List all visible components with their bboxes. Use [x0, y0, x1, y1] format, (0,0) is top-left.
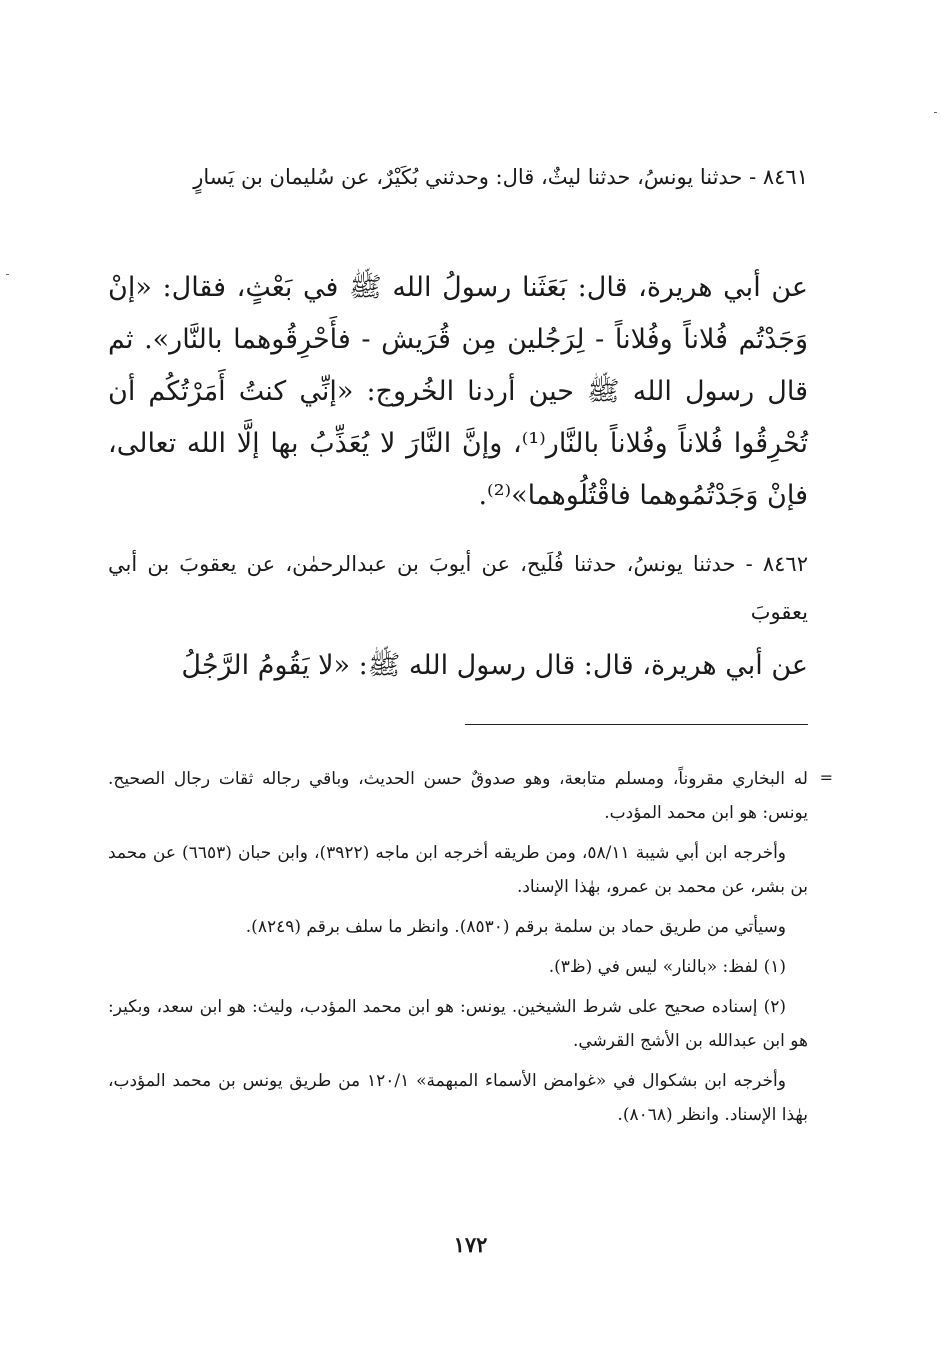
- footnotes-section: [108, 762, 808, 1138]
- scan-edge-mark: [934, 112, 937, 113]
- hadith-8462-text: عن أبي هريرة، قال: قال رسول الله ﷺ: «لا يَقُومُ الرَّجُلُ: [181, 650, 808, 681]
- footnote-2: (٢) إسناده صحيح على شرط الشيخين. يونس: هو ابن محمد المؤدب، وليث: هو ابن سعد، وبكير: هو ابن عبدالله بن الأشج القرشي.: [108, 997, 808, 1051]
- footnote-1: (١) لفظ: «بالنار» ليس في (ظ٣).: [548, 957, 786, 977]
- footnote-line: وأخرجه ابن أبي شيبة ٥٨/١١، ومن طريقه أخرجه ابن ماجه (٣٩٢٢)، وابن حبان (٦٦٥٣) عن محمد بن بشر، عن محمد بن عمرو، بهٰذا الإسناد.: [108, 843, 808, 897]
- hadith-8462-chain: ٨٤٦٢ - حدثنا يونسُ، حدثنا فُلَيح، عن أيوبَ بن عبدالرحمٰن، عن يعقوبَ بن أبي يعقوبَ: [108, 552, 808, 624]
- hadith-8461-text: عن أبي هريرة، قال: بَعَثَنا رسولُ الله ﷺ في بَعْثٍ، فقال: «إنْ وَجَدْتُم فُلاناً وفُلاناً - لِرَجُلين مِن قُرَيش - فأَحْرِقُوهما بالنَّار». ثم قال رسول الله ﷺ حين أردنا الخُروج: «إنِّي كنتُ أَمَرْتُكُم أن تُحْرِقُوا فُلاناً وفُلاناً بالنَّار⁽¹⁾، وإنَّ النَّارَ لا يُعَذِّبُ بها إلَّا الله تعالى، فإنْ وَجَدْتُمُوهما فاقْتُلُوهما»⁽²⁾.: [108, 272, 809, 511]
- footnote-line: وأخرجه ابن بشكوال في «غوامض الأسماء المبهمة» ١٢٠/١ من طريق يونس بن محمد المؤدب، بهٰذا الإسناد. وانظر (٨٠٦٨).: [108, 1071, 808, 1125]
- footnote-continuation-mark: =: [819, 768, 833, 787]
- hadith-8461-chain: ٨٤٦١ - حدثنا يونسُ، حدثنا ليثٌ، قال: وحدثني بُكَيْرٌ، عن سُليمان بن يَسارٍ: [193, 165, 808, 189]
- scan-edge-mark: [6, 274, 9, 275]
- footnote-line: وسيأتي من طريق حماد بن سلمة برقم (٨٥٣٠). وانظر ما سلف برقم (٨٢٤٩).: [245, 917, 786, 937]
- page-number: ١٧٢: [453, 1232, 488, 1257]
- footnote-line: له البخاري مقروناً، ومسلم متابعة، وهو صدوقٌ حسن الحديث، وباقي رجاله ثقات رجال الصحيح. يونس: هو ابن محمد المؤدب.: [108, 769, 808, 823]
- footnote-separator: [465, 724, 808, 725]
